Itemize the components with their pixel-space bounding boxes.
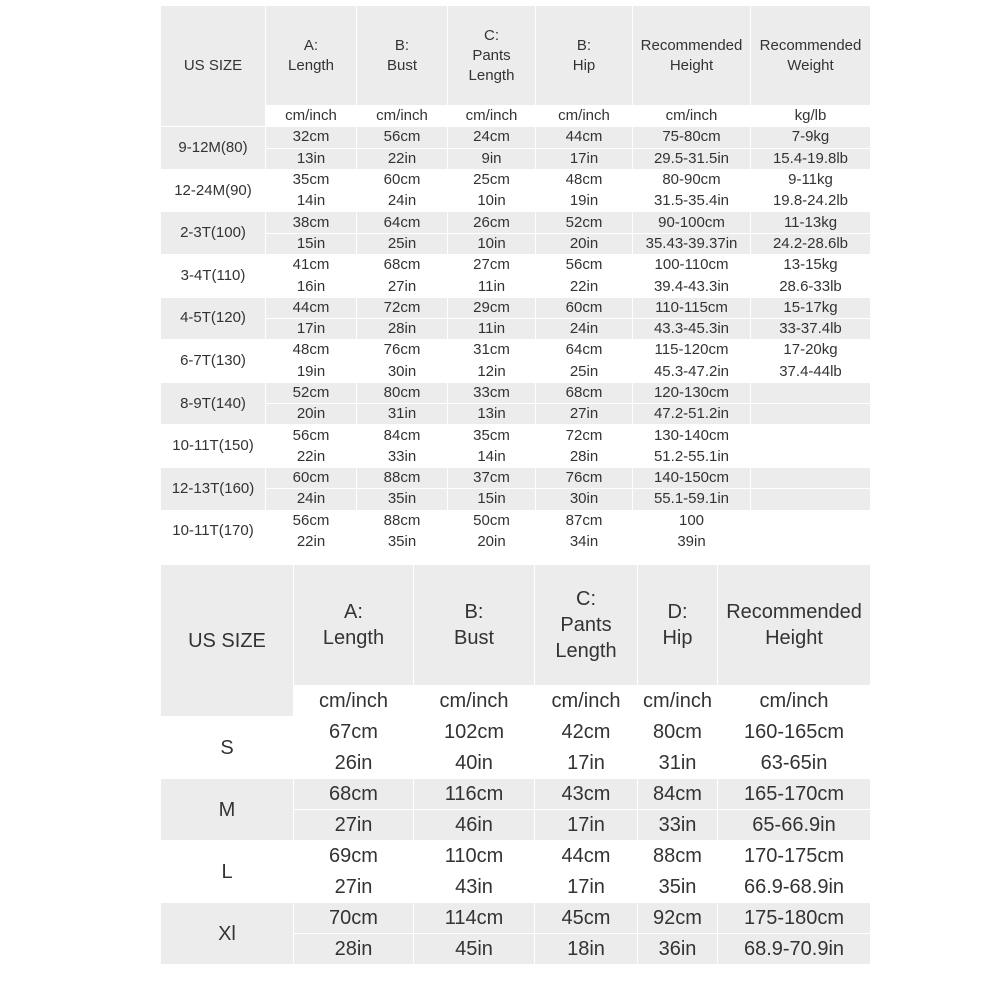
inch-value: 34in (536, 531, 633, 552)
inch-value: 35in (357, 531, 448, 552)
column-header (161, 6, 266, 127)
unit-cell: cm/inch (718, 686, 871, 717)
header-line: Length (288, 56, 334, 74)
inch-value: 28in (357, 318, 448, 339)
cm-value: 70cm (294, 903, 414, 934)
header-line: US SIZE (188, 629, 266, 652)
cm-value: 175-180cm (718, 903, 871, 934)
header-line: B: (394, 36, 410, 54)
cm-value: 64cm (357, 212, 448, 233)
cm-value: 68cm (294, 779, 414, 810)
size-label: 3-4T(110) (161, 255, 266, 298)
kids-size-chart-table (160, 5, 871, 553)
cm-value (751, 510, 871, 531)
table-row (161, 717, 871, 748)
inch-value: 30in (536, 489, 633, 510)
inch-value: 27in (294, 872, 414, 903)
inch-value (751, 489, 871, 510)
cm-value: 100-110cm (633, 255, 751, 276)
cm-value: 43cm (535, 779, 638, 810)
inch-value: 24.2-28.6lb (751, 233, 871, 254)
cm-value: 32cm (266, 127, 357, 148)
inch-value: 39in (633, 531, 751, 552)
cm-value: 114cm (414, 903, 535, 934)
cm-value: 67cm (294, 717, 414, 748)
inch-value: 19in (266, 361, 357, 382)
cm-value: 44cm (536, 127, 633, 148)
header-row (161, 565, 871, 686)
inch-value: 25in (536, 361, 633, 382)
cm-value: 110cm (414, 841, 535, 872)
cm-value: 84cm (638, 779, 718, 810)
cm-value (751, 468, 871, 489)
header-line: B: (464, 601, 484, 623)
column-header (294, 565, 414, 686)
inch-value: 20in (448, 531, 536, 552)
unit-cell: cm/inch (638, 686, 718, 717)
size-label: 8-9T(140) (161, 382, 266, 425)
header-line: Recommended (726, 601, 862, 623)
cm-value: 33cm (448, 382, 536, 403)
inch-value: 28.6-33lb (751, 276, 871, 297)
header-line: Height (669, 56, 714, 74)
unit-cell: cm/inch (266, 106, 357, 127)
unit-cell: cm/inch (536, 106, 633, 127)
inch-value: 13in (266, 148, 357, 169)
header-line: B: (576, 36, 592, 54)
table-row (161, 318, 871, 339)
inch-value (751, 446, 871, 467)
inch-value: 46in (414, 810, 535, 841)
column-header (633, 6, 751, 106)
inch-value: 16in (266, 276, 357, 297)
table-row (161, 510, 871, 531)
inch-value: 43.3-45.3in (633, 318, 751, 339)
cm-value: 60cm (536, 297, 633, 318)
size-label: 10-11T(170) (161, 510, 266, 553)
cm-value: 17-20kg (751, 340, 871, 361)
cm-value: 87cm (536, 510, 633, 531)
inch-value: 24in (266, 489, 357, 510)
inch-value: 39.4-43.3in (633, 276, 751, 297)
table-row (161, 841, 871, 872)
cm-value: 170-175cm (718, 841, 871, 872)
size-label: 12-24M(90) (161, 169, 266, 212)
inch-value: 17in (535, 810, 638, 841)
inch-value (751, 531, 871, 552)
cm-value: 72cm (536, 425, 633, 446)
cm-value: 29cm (448, 297, 536, 318)
column-header (357, 6, 448, 106)
size-label: 12-13T(160) (161, 468, 266, 511)
inch-value: 9in (448, 148, 536, 169)
inch-value: 22in (266, 446, 357, 467)
inch-value: 43in (414, 872, 535, 903)
inch-value: 22in (536, 276, 633, 297)
table-row (161, 531, 871, 552)
cm-value (751, 425, 871, 446)
header-line: C: (484, 26, 499, 44)
cm-value: 9-11kg (751, 169, 871, 190)
header-line: Recommended (759, 36, 862, 54)
cm-value: 60cm (357, 169, 448, 190)
cm-value: 69cm (294, 841, 414, 872)
cm-value: 140-150cm (633, 468, 751, 489)
inch-value: 15in (448, 489, 536, 510)
inch-value: 51.2-55.1in (633, 446, 751, 467)
cm-value: 31cm (448, 340, 536, 361)
header-line: A: (344, 601, 363, 623)
cm-value: 72cm (357, 297, 448, 318)
header-line: US SIZE (183, 57, 243, 75)
inch-value: 45.3-47.2in (633, 361, 751, 382)
inch-value: 45in (414, 934, 535, 965)
inch-value: 20in (536, 233, 633, 254)
table-row (161, 425, 871, 446)
cm-value: 56cm (357, 127, 448, 148)
cm-value: 120-130cm (633, 382, 751, 403)
cm-value: 88cm (357, 468, 448, 489)
cm-value: 11-13kg (751, 212, 871, 233)
inch-value: 14in (266, 191, 357, 212)
table-row (161, 468, 871, 489)
table-row (161, 127, 871, 148)
cm-value: 56cm (536, 255, 633, 276)
cm-value: 45cm (535, 903, 638, 934)
inch-value: 11in (448, 276, 536, 297)
cm-value: 50cm (448, 510, 536, 531)
inch-value: 17in (266, 318, 357, 339)
inch-value: 66.9-68.9in (718, 872, 871, 903)
table-row (161, 404, 871, 425)
table-row (161, 903, 871, 934)
inch-value: 11in (448, 318, 536, 339)
inch-value: 31.5-35.4in (633, 191, 751, 212)
table-row (161, 255, 871, 276)
size-label: Xl (161, 903, 294, 965)
cm-value: 60cm (266, 468, 357, 489)
table-row (161, 779, 871, 810)
column-header (535, 565, 638, 686)
cm-value: 27cm (448, 255, 536, 276)
header-line: C: (576, 588, 596, 610)
header-line: Recommended (640, 36, 743, 54)
cm-value: 35cm (266, 169, 357, 190)
inch-value: 15.4-19.8lb (751, 148, 871, 169)
inch-value: 13in (448, 404, 536, 425)
cm-value: 48cm (266, 340, 357, 361)
cm-value: 92cm (638, 903, 718, 934)
inch-value: 25in (357, 233, 448, 254)
table-row (161, 340, 871, 361)
header-line: A: (303, 36, 319, 54)
header-line: Length (555, 640, 617, 662)
inch-value: 10in (448, 191, 536, 212)
header-line: Weight (787, 56, 834, 74)
inch-value: 29.5-31.5in (633, 148, 751, 169)
inch-value: 35in (357, 489, 448, 510)
table-row (161, 382, 871, 403)
inch-value: 27in (357, 276, 448, 297)
cm-value: 75-80cm (633, 127, 751, 148)
column-header (718, 565, 871, 686)
inch-value: 10in (448, 233, 536, 254)
cm-value: 52cm (266, 382, 357, 403)
column-header (414, 565, 535, 686)
cm-value: 41cm (266, 255, 357, 276)
cm-value: 44cm (266, 297, 357, 318)
table-row (161, 446, 871, 467)
table-row (161, 297, 871, 318)
table-row (161, 489, 871, 510)
cm-value: 88cm (357, 510, 448, 531)
table-row (161, 148, 871, 169)
header-row (161, 6, 871, 106)
cm-value: 25cm (448, 169, 536, 190)
table-row (161, 233, 871, 254)
size-label: 6-7T(130) (161, 340, 266, 383)
inch-value: 24in (536, 318, 633, 339)
column-header (536, 6, 633, 106)
cm-value: 35cm (448, 425, 536, 446)
cm-value: 48cm (536, 169, 633, 190)
column-header (161, 565, 294, 717)
inch-value: 19.8-24.2lb (751, 191, 871, 212)
cm-value: 116cm (414, 779, 535, 810)
inch-value: 68.9-70.9in (718, 934, 871, 965)
table-row (161, 191, 871, 212)
size-label: 9-12M(80) (161, 127, 266, 170)
cm-value: 100 (633, 510, 751, 531)
cm-value: 88cm (638, 841, 718, 872)
size-label: 4-5T(120) (161, 297, 266, 340)
inch-value: 63-65in (718, 748, 871, 779)
inch-value: 12in (448, 361, 536, 382)
inch-value: 15in (266, 233, 357, 254)
inch-value: 17in (535, 748, 638, 779)
cm-value (751, 382, 871, 403)
inch-value: 17in (535, 872, 638, 903)
size-label: 10-11T(150) (161, 425, 266, 468)
inch-value: 37.4-44lb (751, 361, 871, 382)
header-line: Bust (386, 56, 417, 74)
cm-value: 52cm (536, 212, 633, 233)
unit-cell: cm/inch (357, 106, 448, 127)
inch-value: 27in (294, 810, 414, 841)
cm-value: 38cm (266, 212, 357, 233)
inch-value: 33in (638, 810, 718, 841)
inch-value: 30in (357, 361, 448, 382)
cm-value: 115-120cm (633, 340, 751, 361)
inch-value: 20in (266, 404, 357, 425)
cm-value: 165-170cm (718, 779, 871, 810)
cm-value: 68cm (357, 255, 448, 276)
unit-cell: cm/inch (535, 686, 638, 717)
inch-value: 55.1-59.1in (633, 489, 751, 510)
cm-value: 24cm (448, 127, 536, 148)
column-header (448, 6, 536, 106)
inch-value: 26in (294, 748, 414, 779)
header-line: Bust (453, 627, 495, 649)
cm-value: 26cm (448, 212, 536, 233)
table-row (161, 276, 871, 297)
inch-value: 40in (414, 748, 535, 779)
cm-value: 84cm (357, 425, 448, 446)
inch-value: 31in (638, 748, 718, 779)
cm-value: 76cm (536, 468, 633, 489)
inch-value: 19in (536, 191, 633, 212)
cm-value: 130-140cm (633, 425, 751, 446)
inch-value: 27in (536, 404, 633, 425)
cm-value: 80cm (357, 382, 448, 403)
cm-value: 80cm (638, 717, 718, 748)
size-label: S (161, 717, 294, 779)
cm-value: 7-9kg (751, 127, 871, 148)
column-header (266, 6, 357, 106)
inch-value: 28in (536, 446, 633, 467)
inch-value: 28in (294, 934, 414, 965)
unit-cell: cm/inch (448, 106, 536, 127)
inch-value: 22in (266, 531, 357, 552)
inch-value: 24in (357, 191, 448, 212)
unit-cell: kg/lb (751, 106, 871, 127)
column-header (638, 565, 718, 686)
inch-value: 17in (536, 148, 633, 169)
cm-value: 64cm (536, 340, 633, 361)
cm-value: 102cm (414, 717, 535, 748)
header-line: Hip (662, 627, 693, 649)
cm-value: 110-115cm (633, 297, 751, 318)
units-row (161, 106, 871, 127)
cm-value: 42cm (535, 717, 638, 748)
inch-value (751, 404, 871, 425)
cm-value: 76cm (357, 340, 448, 361)
inch-value: 35in (638, 872, 718, 903)
inch-value: 22in (357, 148, 448, 169)
cm-value: 15-17kg (751, 297, 871, 318)
cm-value: 56cm (266, 510, 357, 531)
unit-cell: cm/inch (294, 686, 414, 717)
unit-cell: cm/inch (414, 686, 535, 717)
cm-value: 56cm (266, 425, 357, 446)
unit-cell: cm/inch (633, 106, 751, 127)
inch-value: 14in (448, 446, 536, 467)
inch-value: 18in (535, 934, 638, 965)
table-row (161, 169, 871, 190)
size-label: L (161, 841, 294, 903)
header-line: Hip (572, 56, 596, 74)
cm-value: 160-165cm (718, 717, 871, 748)
size-label: 2-3T(100) (161, 212, 266, 255)
cm-value: 68cm (536, 382, 633, 403)
header-line: Pants (472, 46, 511, 64)
cm-value: 37cm (448, 468, 536, 489)
inch-value: 65-66.9in (718, 810, 871, 841)
header-line: Pants (560, 614, 612, 636)
cm-value: 44cm (535, 841, 638, 872)
inch-value: 33in (357, 446, 448, 467)
header-line: Length (468, 66, 515, 84)
size-label: M (161, 779, 294, 841)
inch-value: 47.2-51.2in (633, 404, 751, 425)
table-row (161, 361, 871, 382)
inch-value: 35.43-39.37in (633, 233, 751, 254)
cm-value: 13-15kg (751, 255, 871, 276)
table-row (161, 212, 871, 233)
header-line: Length (322, 627, 385, 649)
adult-size-chart-table (160, 564, 871, 965)
inch-value: 33-37.4lb (751, 318, 871, 339)
inch-value: 31in (357, 404, 448, 425)
column-header (751, 6, 871, 106)
header-line: D: (667, 601, 688, 623)
header-line: Height (765, 627, 823, 649)
cm-value: 80-90cm (633, 169, 751, 190)
inch-value: 36in (638, 934, 718, 965)
cm-value: 90-100cm (633, 212, 751, 233)
